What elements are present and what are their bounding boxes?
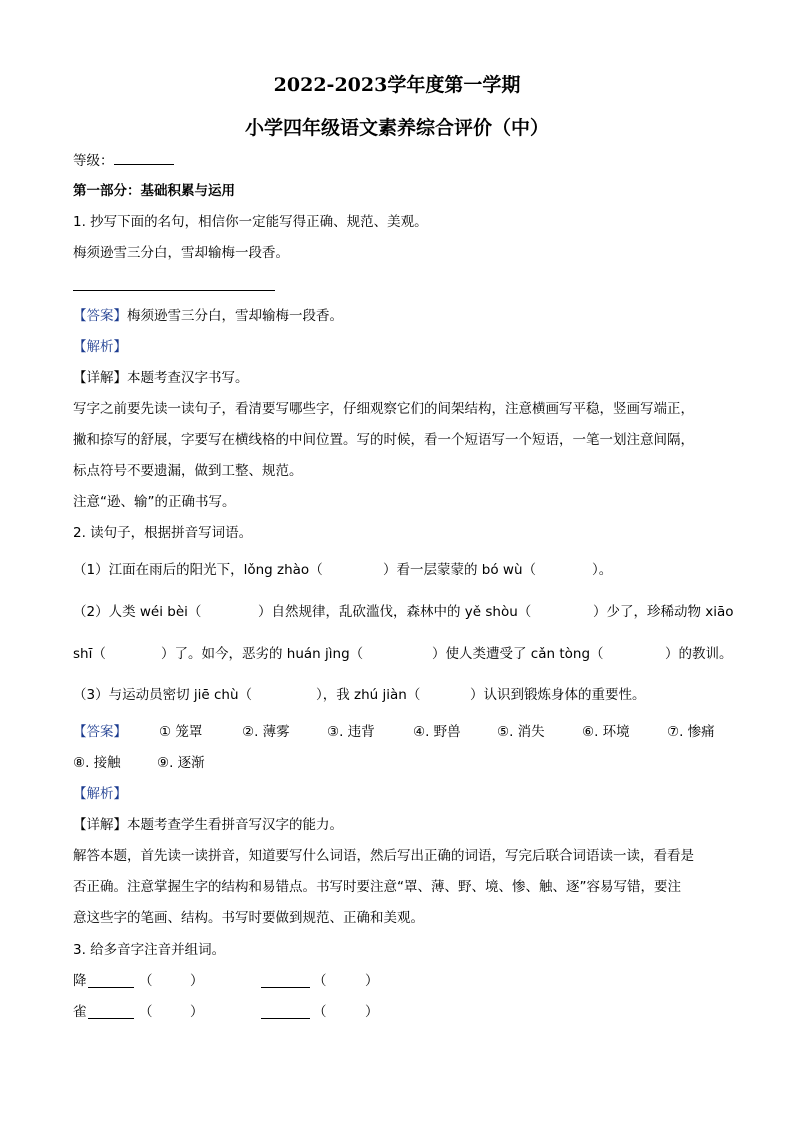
q1-answer	[73, 306, 343, 326]
q3-blank[interactable]	[88, 973, 134, 988]
q2-s1-part-a: （1）江面在雨后的阳光下，lǒng zhào（	[73, 562, 323, 578]
section-heading: 第一部分：基础积累与运用	[73, 183, 235, 199]
q2-detail	[73, 815, 343, 835]
q2-s2b-part-a: shī（	[73, 646, 106, 662]
q2-answer-row-2	[73, 753, 721, 773]
q2-answer-7: ⑦. 惨痛	[667, 724, 715, 740]
q2-analysis-tag: 【解析】	[73, 786, 127, 802]
answer-tag: 【答案】	[73, 308, 127, 324]
detail-tag: 【详解】	[73, 370, 127, 386]
q2-sentence-1	[73, 560, 721, 580]
q2-s1-part-c: ）。	[592, 562, 613, 578]
q1-writing-line[interactable]	[73, 290, 275, 291]
q2-answer-2: ②. 薄雾	[242, 724, 290, 740]
q1-detail	[73, 368, 249, 388]
detail-tag: 【详解】	[73, 817, 127, 833]
q3-char: 降	[73, 973, 87, 989]
q3-paren-open: （	[139, 973, 153, 989]
page-title: 2022-2023学年度第一学期	[273, 74, 521, 96]
q2-answer-3: ③. 违背	[327, 724, 375, 740]
q2-explanation-line-1: 解答本题，首先读一读拼音，知道要写什么词语，然后写出正确的词语，写完后联合词语读一读，看看是	[73, 848, 694, 864]
q2-answer-4: ④. 野兽	[413, 724, 461, 740]
q3-row	[73, 1002, 721, 1022]
q1-verse: 梅须逊雪三分白，雪却输梅一段香。	[73, 245, 289, 261]
q3-paren-close: ）	[190, 1004, 204, 1020]
q2-answer-6: ⑥. 环境	[582, 724, 630, 740]
q3-paren-open: （	[313, 1004, 327, 1020]
q2-s2-part-b: ）自然规律，乱砍滥伐，森林中的 yě shòu（	[258, 604, 532, 620]
q3-paren-close: ）	[190, 973, 204, 989]
q1-explanation-line-2: 撇和捺写的舒展，字要写在横线格的中间位置。写的时候，看一个短语写一个短语，一笔一划注意间隔，	[73, 432, 694, 448]
q2-s2-part-c: ）少了，珍稀动物 xiāo	[593, 604, 734, 620]
q1-analysis-tag: 【解析】	[73, 339, 127, 355]
q3-blank[interactable]	[88, 1004, 134, 1019]
answer-tag: 【答案】	[73, 724, 127, 740]
q2-answer-5: ⑤. 消失	[497, 724, 545, 740]
q3-paren-close: ）	[365, 1004, 379, 1020]
q2-answer-row-1	[73, 722, 721, 742]
q2-s2b-part-d: ）的教训。	[665, 646, 733, 662]
q3-row	[73, 971, 721, 991]
grade-blank[interactable]	[114, 150, 174, 165]
q2-detail-text: 本题考查学生看拼音写汉字的能力。	[127, 817, 343, 833]
q2-answer-9: ⑨. 逐渐	[157, 755, 205, 771]
q2-sentence-3	[73, 685, 721, 705]
q1-answer-text: 梅须逊雪三分白，雪却输梅一段香。	[127, 308, 343, 324]
q1-explanation-line-3: 标点符号不要遗漏，做到工整、规范。	[73, 463, 303, 479]
q3-paren-close: ）	[365, 973, 379, 989]
q1-prompt: 1. 抄写下面的名句，相信你一定能写得正确、规范、美观。	[73, 214, 428, 230]
grade-label: 等级：	[73, 153, 114, 169]
q2-s2b-part-c: ）使人类遭受了 cǎn tòng（	[432, 646, 604, 662]
q3-paren-open: （	[313, 973, 327, 989]
q2-s2b-part-b: ）了。如今，恶劣的 huán jìng（	[161, 646, 364, 662]
q3-char: 雀	[73, 1004, 87, 1020]
q3-blank[interactable]	[261, 1004, 310, 1019]
q1-note: 注意“逊、输”的正确书写。	[73, 494, 236, 510]
q2-s3-part-b: ），我 zhú jiàn（	[316, 687, 421, 703]
q2-explanation-line-2: 否正确。注意掌握生字的结构和易错点。书写时要注意“罩、薄、野、境、惨、触、逐”容易写错，要注	[73, 879, 681, 895]
q2-s3-part-c: ）认识到锻炼身体的重要性。	[470, 687, 646, 703]
q2-sentence-2-cont	[73, 644, 733, 664]
q2-s3-part-a: （3）与运动员密切 jiē chù（	[73, 687, 253, 703]
q3-paren-open: （	[139, 1004, 153, 1020]
q3-blank[interactable]	[261, 973, 310, 988]
q1-explanation-line-1: 写字之前要先读一读句子，看清要写哪些字，仔细观察它们的间架结构，注意横画写平稳，竖画写端正，	[73, 401, 694, 417]
q2-prompt: 2. 读句子，根据拼音写词语。	[73, 525, 253, 541]
q2-answer-8: ⑧. 接触	[73, 755, 121, 771]
q2-s1-part-b: ）看一层蒙蒙的 bó wù（	[383, 562, 537, 578]
q2-explanation-line-3: 意这些字的笔画、结构。书写时要做到规范、正确和美观。	[73, 910, 424, 926]
grade-field	[73, 150, 174, 171]
q3-prompt: 3. 给多音字注音并组词。	[73, 942, 226, 958]
q2-s2-part-a: （2）人类 wéi bèi（	[73, 604, 202, 620]
q1-detail-text: 本题考查汉字书写。	[127, 370, 249, 386]
q2-sentence-2	[73, 602, 734, 622]
page-subtitle: 小学四年级语文素养综合评价（中）	[244, 117, 549, 139]
q2-answer-1: ① 笼罩	[159, 724, 203, 740]
